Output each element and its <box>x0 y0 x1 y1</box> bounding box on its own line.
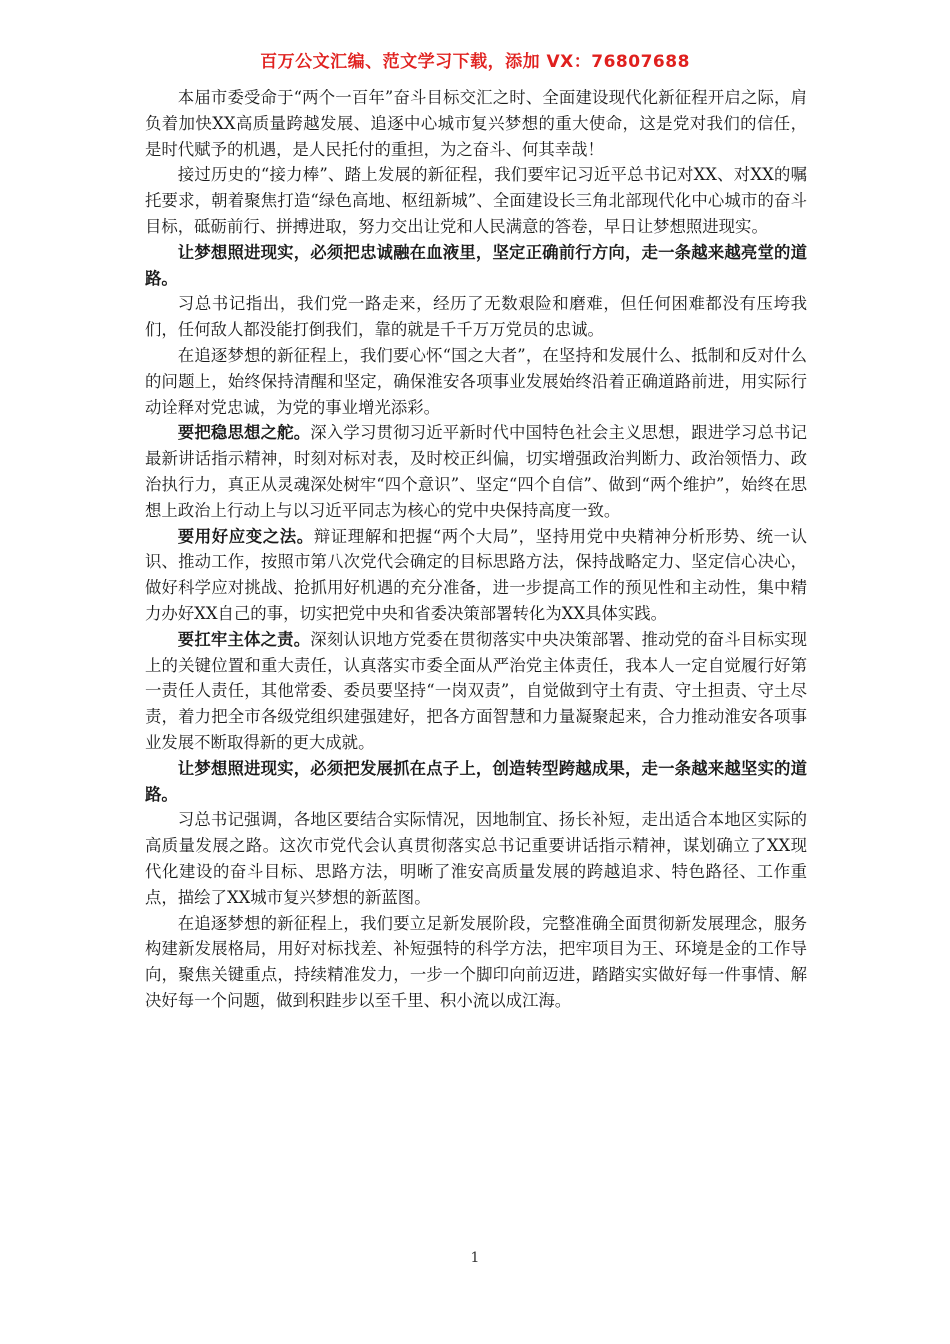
paragraph-lead: 要用好应变之法。 <box>177 526 314 546</box>
paragraph-lead: 要把稳思想之舵。 <box>177 423 311 443</box>
paragraph <box>145 420 807 523</box>
paragraph: 接过历史的“接力棒”、踏上发展的新征程，我们要牢记习近平总书记对XX、对XX的嘱托要求，朝着聚焦打造“绿色高地、枢纽新城”、全面建设长三角北部现代化中心城市的奋斗目标，砥砺前行、拼搏进取，努力交出让党和人民满意的答卷，早日让梦想照进现实。 <box>145 165 807 236</box>
paragraph <box>145 524 807 627</box>
paragraph: 习总书记强调，各地区要结合实际情况，因地制宜、扬长补短，走出适合本地区实际的高质量发展之路。这次市党代会认真贯彻落实总书记重要讲话指示精神，谋划确立了XX现代化建设的奋斗目标、思路方法，明晰了淮安高质量发展的跨越追求、特色路径、工作重点，描绘了XX城市复兴梦想的新蓝图。 <box>145 810 807 907</box>
paragraph: 习总书记指出，我们党一路走来，经历了无数艰险和磨难，但任何困难都没有压垮我们，任何敌人都没能打倒我们，靠的就是千千万万党员的忠诚。 <box>145 294 807 340</box>
paragraph-text: 深刻认识地方党委在贯彻落实中央决策部署、推动党的奋斗目标实现上的关键位置和重大责任，认真落实市委全面从严治党主体责任，我本人一定自觉履行好第一责任人责任，其他常委、委员要坚持“一岗双责”，自觉做到守土有责、守土担责、守土尽责，着力把全市各级党组织建强建好，把各方面智慧和力量凝聚起来，合力推动淮安各项事业发展不断取得新的更大成就。 <box>145 629 807 752</box>
page-number: 1 <box>470 1250 480 1266</box>
document-body <box>145 85 807 1014</box>
paragraph: 在追逐梦想的新征程上，我们要立足新发展阶段，完整准确全面贯彻新发展理念，服务构建新发展格局，用好对标找差、补短强特的科学方法，把牢项目为王、环境是金的工作导向，聚焦关键重点，持续精准发力，一步一个脚印向前迈进，踏踏实实做好每一件事情、解决好每一个问题，做到积跬步以至千里、积小流以成江海。 <box>145 913 807 1010</box>
section-heading: 让梦想照进现实，必须把发展抓在点子上，创造转型跨越成果，走一条越来越坚实的道路。 <box>145 758 807 804</box>
paragraph-text: 深入学习贯彻习近平新时代中国特色社会主义思想，跟进学习总书记最新讲话指示精神，时刻对标对表，及时校正纠偏，切实增强政治判断力、政治领悟力、政治执行力，真正从灵魂深处树牢“四个意识”、坚定“四个自信”、做到“两个维护”，始终在思想上政治上行动上与以习近平同志为核心的党中央保持高度一致。 <box>145 423 807 520</box>
paragraph: 在追逐梦想的新征程上，我们要心怀“国之大者”，在坚持和发展什么、抵制和反对什么的问题上，始终保持清醒和坚定，确保淮安各项事业发展始终沿着正确道路前进，用实际行动诠释对党忠诚，为党的事业增光添彩。 <box>145 345 807 417</box>
paragraph <box>145 627 807 756</box>
paragraph-text: 辩证理解和把握“两个大局”，坚持用党中央精神分析形势、统一认识、推动工作，按照市第八次党代会确定的目标思路方法，保持战略定力、坚定信心决心，做好科学应对挑战、抢抓用好机遇的充分准备，进一步提高工作的预见性和主动性，集中精力办好XX自己的事，切实把党中央和省委决策部署转化为XX具体实践。 <box>145 526 807 623</box>
paragraph-lead: 要扛牢主体之责。 <box>177 629 311 649</box>
promo-banner: 百万公文汇编、范文学习下载，添加 VX：76807688 <box>260 52 690 72</box>
paragraph: 本届市委受命于“两个一百年”奋斗目标交汇之时、全面建设现代化新征程开启之际，肩负着加快XX高质量跨越发展、追逐中心城市复兴梦想的重大使命，这是党对我们的信任，是时代赋予的机遇，是人民托付的重担，为之奋斗、何其幸哉！ <box>145 88 807 159</box>
section-heading: 让梦想照进现实，必须把忠诚融在血液里，坚定正确前行方向，走一条越来越亮堂的道路。 <box>145 242 807 288</box>
